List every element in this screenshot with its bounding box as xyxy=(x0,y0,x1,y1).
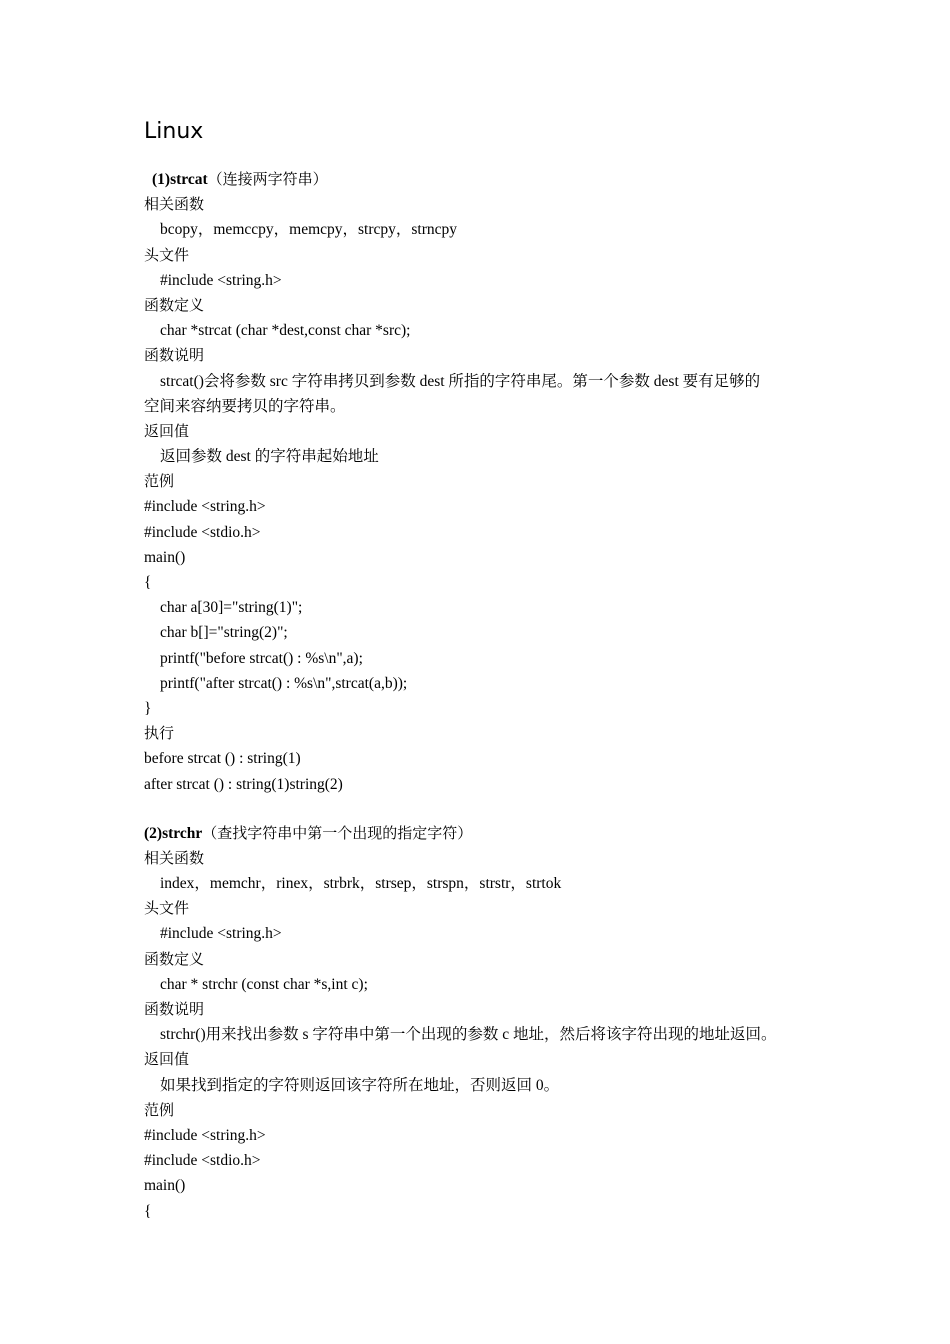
return-value-label: 返回值 xyxy=(144,421,190,440)
section-spacer xyxy=(144,797,814,821)
related-functions: bcopy，memccpy，memcpy，strcpy，strncpy xyxy=(160,221,458,239)
function-definition-label: 函数定义 xyxy=(144,949,205,968)
related-functions-label: 相关函数 xyxy=(144,848,205,867)
output-line: before strcat () : string(1) xyxy=(144,750,301,768)
section-heading-code: (2)strchr xyxy=(144,824,203,842)
return-value: 如果找到指定的字符则返回该字符所在地址，否则返回 0。 xyxy=(160,1076,560,1094)
execution-label: 执行 xyxy=(144,724,175,743)
output-line: after strcat () : string(1)string(2) xyxy=(144,775,343,793)
code-line: char b[]="string(2)"; xyxy=(160,624,288,642)
return-value: 返回参数 dest 的字符串起始地址 xyxy=(160,448,379,466)
code-line: main() xyxy=(144,548,186,566)
return-value-label: 返回值 xyxy=(144,1050,190,1069)
example-label: 范例 xyxy=(144,1100,175,1119)
code-line: { xyxy=(144,1202,152,1220)
section-heading-code: (1)strcat xyxy=(152,171,208,188)
code-line: printf("after strcat() : %s\n",strcat(a,b)); xyxy=(160,674,408,692)
section-heading-desc: （查找字符串中第一个出现的指定字符） xyxy=(202,823,473,842)
code-line: { xyxy=(144,574,152,591)
section-heading-strchr xyxy=(144,821,814,846)
function-description-label: 函数说明 xyxy=(144,1000,205,1018)
code-line: #include <string.h> xyxy=(144,1126,266,1144)
header-file-label: 头文件 xyxy=(144,899,190,918)
code-line: } xyxy=(144,699,152,717)
example-label: 范例 xyxy=(144,472,175,491)
function-description-line: strchr()用来找出参数 s 字符串中第一个出现的参数 c 地址，然后将该字符出现的地址返回。 xyxy=(160,1026,777,1044)
code-line: #include <string.h> xyxy=(144,498,266,516)
document-body xyxy=(144,167,814,1224)
code-line: printf("before strcat() : %s\n",a); xyxy=(160,649,363,667)
header-file: #include <string.h> xyxy=(160,271,282,289)
header-file: #include <string.h> xyxy=(160,925,282,943)
related-functions-label: 相关函数 xyxy=(144,195,205,214)
code-line: char a[30]="string(1)"; xyxy=(160,599,303,617)
function-definition: char * strchr (const char *s,int c); xyxy=(160,975,368,993)
function-description-line: strcat()会将参数 src 字符串拷贝到参数 dest 所指的字符串尾。第一个参数 dest 要有足够的 xyxy=(160,372,761,390)
header-file-label: 头文件 xyxy=(144,245,190,264)
code-line: #include <stdio.h> xyxy=(144,1152,261,1170)
section-heading-desc: （连接两字符串） xyxy=(207,170,328,188)
function-description-label: 函数说明 xyxy=(144,346,205,365)
function-description-line: 空间来容纳要拷贝的字符串。 xyxy=(144,397,346,415)
document-title: Linux xyxy=(144,119,204,144)
related-functions: index，memchr，rinex，strbrk，strsep，strspn，strstr，strtok xyxy=(160,875,562,893)
code-line: main() xyxy=(144,1177,186,1195)
section-heading-strcat xyxy=(144,167,814,192)
function-definition-label: 函数定义 xyxy=(144,295,205,314)
code-line: #include <stdio.h> xyxy=(144,523,261,541)
function-definition: char *strcat (char *dest,const char *src); xyxy=(160,322,411,340)
